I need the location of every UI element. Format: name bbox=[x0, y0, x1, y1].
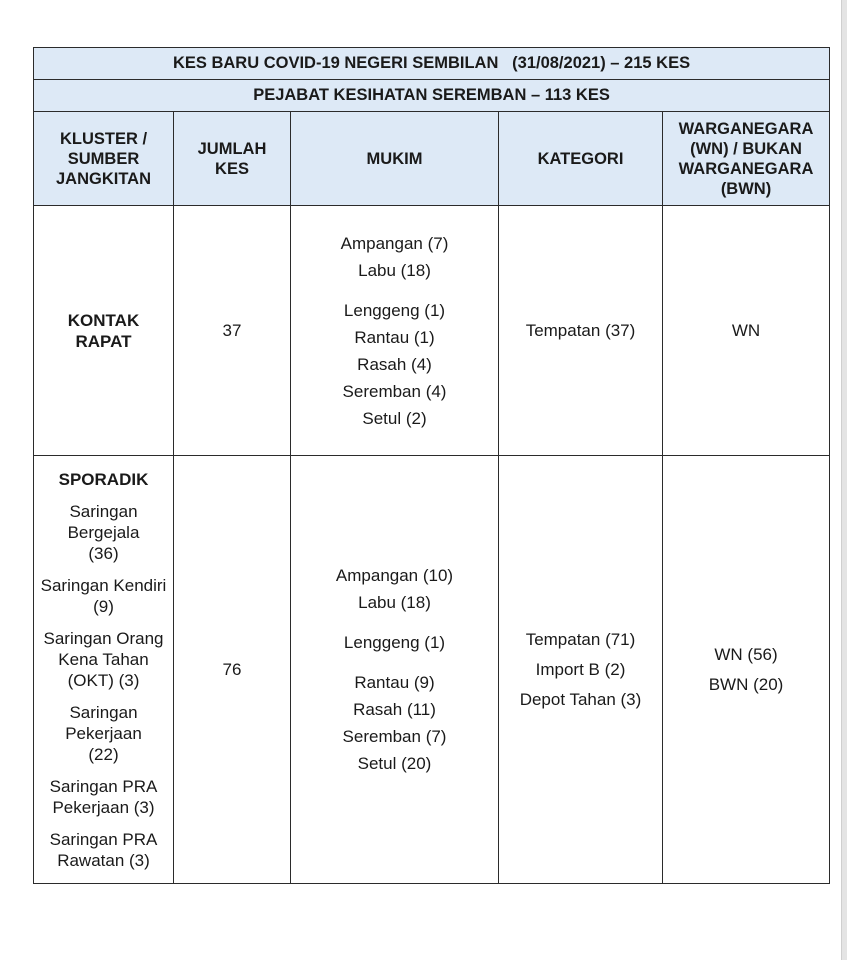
report-subtitle: PEJABAT KESIHATAN SEREMBAN – 113 KES bbox=[34, 80, 830, 112]
mukim-item: Seremban (4) bbox=[342, 381, 447, 401]
source-item: Saringan PRA Pekerjaan (3) bbox=[49, 776, 158, 817]
mukim-item: Ampangan (7) bbox=[340, 233, 449, 253]
mukim-item: Setul (2) bbox=[362, 408, 427, 428]
header-row bbox=[34, 112, 830, 206]
covid-cases-table bbox=[33, 47, 830, 884]
kluster-cell bbox=[34, 206, 174, 456]
warganegara-cell bbox=[663, 206, 830, 456]
mukim-cell bbox=[291, 456, 499, 884]
table-row bbox=[34, 456, 830, 884]
source-item: Saringan Orang Kena Tahan (OKT) (3) bbox=[43, 628, 164, 690]
mukim-item: Ampangan (10) bbox=[335, 566, 454, 585]
report-title: KES BARU COVID-19 NEGERI SEMBILAN (31/08/2021) – 215 KES bbox=[34, 48, 830, 80]
kategori-cell bbox=[499, 206, 663, 456]
jumlah-cell: 76 bbox=[174, 456, 291, 884]
jumlah-cell: 37 bbox=[174, 206, 291, 456]
warganegara-item: BWN (20) bbox=[708, 675, 784, 694]
source-item: Saringan Pekerjaan (22) bbox=[65, 702, 142, 764]
warganegara-item: WN (56) bbox=[714, 645, 778, 664]
mukim-item: Seremban (7) bbox=[342, 727, 447, 746]
kategori-item: Import B (2) bbox=[535, 660, 626, 679]
header-mukim: MUKIM bbox=[291, 112, 499, 206]
source-item: Saringan PRA Rawatan (3) bbox=[49, 829, 158, 870]
mukim-item: Rasah (4) bbox=[357, 354, 432, 374]
mukim-item: Rantau (1) bbox=[354, 327, 435, 347]
header-kategori: KATEGORI bbox=[499, 112, 663, 206]
source-item: Saringan Bergejala (36) bbox=[67, 501, 140, 563]
source-item: Saringan Kendiri (9) bbox=[40, 575, 167, 616]
kategori-cell bbox=[499, 456, 663, 884]
mukim-item: Rasah (11) bbox=[353, 700, 436, 719]
mukim-item: Labu (18) bbox=[358, 593, 431, 612]
header-warganegara: WARGANEGARA (WN) / BUKAN WARGANEGARA (BWN) bbox=[663, 112, 830, 206]
mukim-cell bbox=[291, 206, 499, 456]
kluster-name: SPORADIK bbox=[58, 469, 149, 489]
kategori-item: Depot Tahan (3) bbox=[519, 690, 642, 709]
page-edge bbox=[841, 0, 847, 960]
mukim-item: Lenggeng (1) bbox=[343, 300, 446, 320]
mukim-item: Setul (20) bbox=[357, 754, 432, 773]
mukim-item: Rantau (9) bbox=[354, 673, 435, 692]
mukim-item: Lenggeng (1) bbox=[343, 633, 446, 652]
warganegara-cell bbox=[663, 456, 830, 884]
kategori-item: Tempatan (37) bbox=[525, 321, 636, 340]
warganegara-item: WN bbox=[731, 321, 761, 340]
header-jumlah: JUMLAH KES bbox=[174, 112, 291, 206]
kluster-cell bbox=[34, 456, 174, 884]
header-kluster: KLUSTER / SUMBER JANGKITAN bbox=[34, 112, 174, 206]
mukim-item: Labu (18) bbox=[358, 260, 431, 280]
kluster-name: KONTAK RAPAT bbox=[67, 310, 140, 351]
kategori-item: Tempatan (71) bbox=[525, 630, 636, 649]
table-row bbox=[34, 206, 830, 456]
